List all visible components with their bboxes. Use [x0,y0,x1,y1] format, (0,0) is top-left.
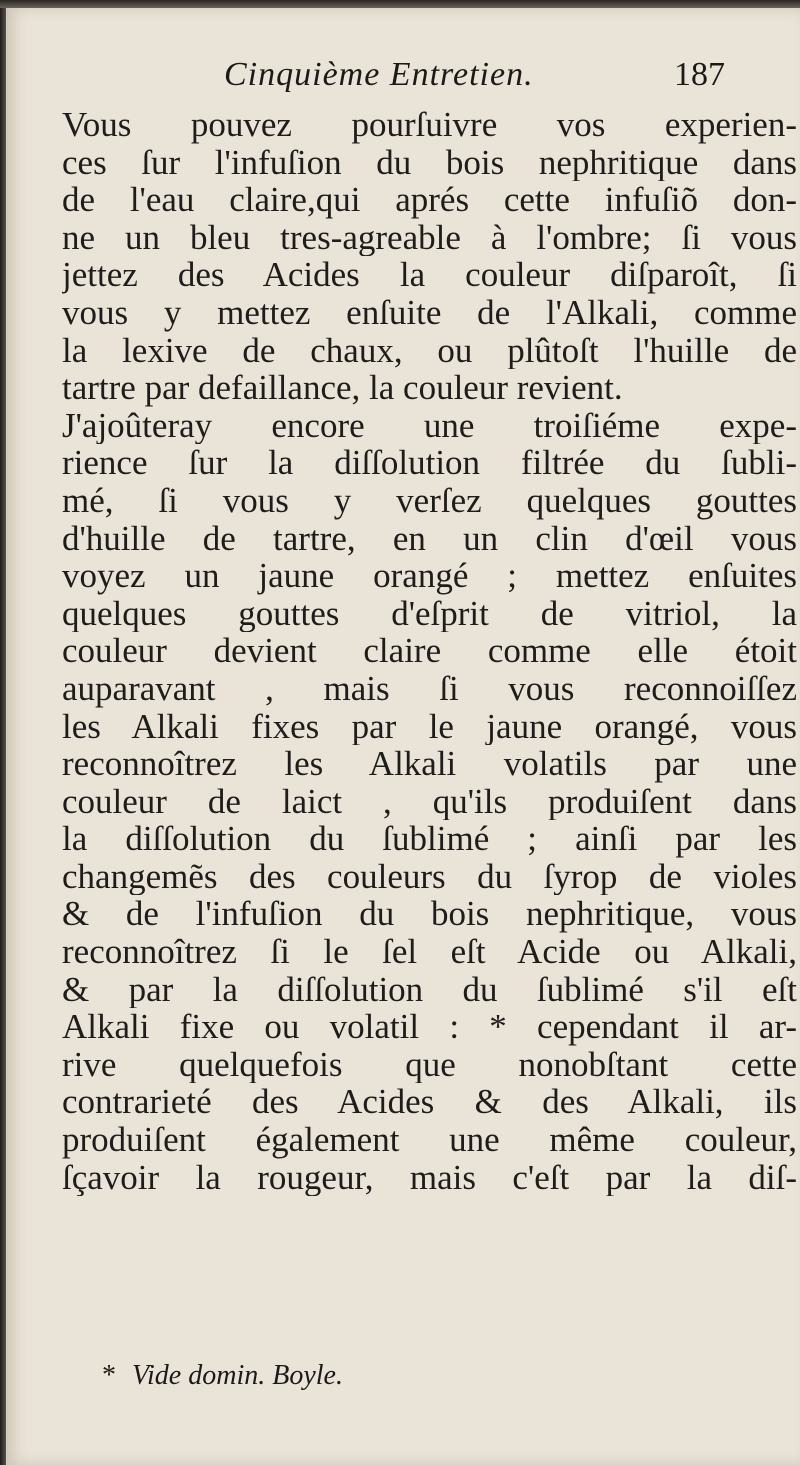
text-line: tartre par defaillance, la couleur revient. [62,369,623,407]
text-line: voyez un jaune orangé ; mettez enſuites [62,557,797,595]
text-line: ſçavoir la rougeur, mais c'eſt par la diſ- [62,1158,797,1197]
text-line: les Alkali fixes par le jaune orangé, vous [62,707,797,746]
footnote-text: Vide domin. Boyle. [132,1360,343,1391]
text-line: vous y mettez enſuite de l'Alkali, comme [62,293,797,332]
text-line: ne un bleu tres-agreable à l'ombre; ſi vous [62,218,797,257]
text-line: couleur de laict , qu'ils produiſent dans [62,782,797,821]
page-number: 187 [674,56,725,93]
footnote-marker: * [102,1360,116,1391]
text-line: Alkali fixe ou volatil : * cependant il ar- [62,1008,797,1046]
text-line: de l'eau claire,qui aprés cette infuſiõ don- [62,181,797,219]
book-page [6,8,800,1465]
text-line: reconnoîtrez les Alkali volatils par une [62,745,797,783]
footnote [102,1360,343,1392]
text-line: ces ſur l'infuſion du bois nephritique dans [62,143,797,182]
text-line: la diſſolution du ſublimé ; ainſi par les [62,820,797,858]
body-text [62,106,797,1196]
text-line: & de l'infuſion du bois nephritique, vous [62,895,797,934]
text-line: couleur devient claire comme elle étoit [62,632,797,670]
running-title: Cinquième Entretien. [224,56,534,93]
text-line: la lexive de chaux, ou plûtoſt l'huille de [62,331,797,370]
text-line: produiſent également une même couleur, [62,1121,797,1159]
text-line: rience ſur la diſſolution filtrée du ſubli- [62,444,797,482]
text-line: d'huille de tartre, en un clin d'œil vous [62,519,797,558]
text-line: Vous pouvez pourſuivre vos experien- [62,106,797,144]
text-line: rive quelquefois que nonobſtant cette [62,1045,797,1084]
text-line: quelques gouttes d'eſprit de vitriol, la [62,594,797,633]
text-line: mé, ſi vous y verſez quelques gouttes [62,481,797,520]
text-line: contrarieté des Acides & des Alkali, ils [62,1083,797,1122]
running-head [6,56,800,106]
text-line: J'ajoûteray encore une troiſiéme expe- [62,406,797,445]
text-line: & par la diſſolution du ſublimé s'il eſt [62,970,797,1009]
page-top-edge [0,0,800,8]
text-line: changemẽs des couleurs du ſyrop de violes [62,857,797,896]
text-line: auparavant , mais ſi vous reconnoiſſez [62,669,797,708]
text-line: reconnoîtrez ſi le ſel eſt Acide ou Alkali, [62,933,797,971]
text-line: jettez des Acides la couleur diſparoît, ſi [62,256,797,294]
